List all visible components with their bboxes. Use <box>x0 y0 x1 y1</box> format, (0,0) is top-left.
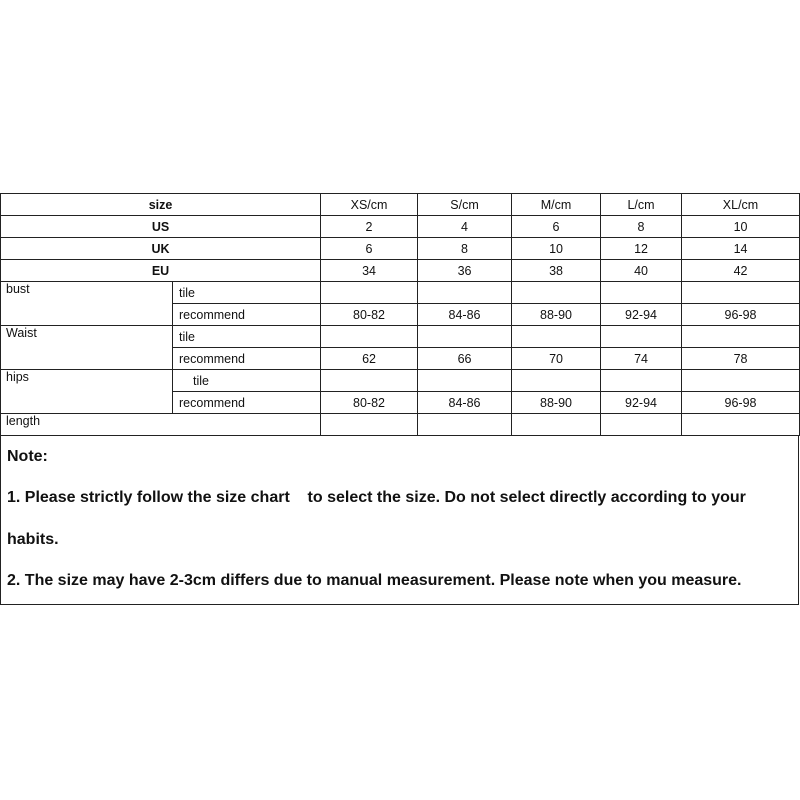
recommend-label: recommend <box>173 348 321 370</box>
col-header-m: M/cm <box>512 194 601 216</box>
table-cell: 84-86 <box>418 304 512 326</box>
table-cell <box>512 282 601 304</box>
notes-box <box>0 436 799 605</box>
table-cell <box>601 326 682 348</box>
table-cell <box>682 414 800 436</box>
table-cell <box>321 370 418 392</box>
region-row-uk <box>1 238 800 260</box>
size-chart-sheet <box>0 193 799 605</box>
measure-label-waist: Waist <box>1 326 173 370</box>
table-cell: 12 <box>601 238 682 260</box>
recommend-label: recommend <box>173 392 321 414</box>
table-cell: 92-94 <box>601 304 682 326</box>
table-cell: 6 <box>512 216 601 238</box>
notes-title: Note: <box>7 448 48 465</box>
region-row-us <box>1 216 800 238</box>
table-cell: 80-82 <box>321 304 418 326</box>
table-cell <box>512 370 601 392</box>
length-row <box>1 414 800 436</box>
waist-tile-row <box>1 326 800 348</box>
table-cell: 42 <box>682 260 800 282</box>
table-cell: 40 <box>601 260 682 282</box>
table-cell <box>321 282 418 304</box>
table-cell: 96-98 <box>682 304 800 326</box>
hips-tile-row <box>1 370 800 392</box>
bust-tile-row <box>1 282 800 304</box>
table-cell: 88-90 <box>512 392 601 414</box>
tile-label: tile <box>173 282 321 304</box>
table-cell: 4 <box>418 216 512 238</box>
table-cell <box>418 414 512 436</box>
table-cell <box>321 414 418 436</box>
table-cell: 8 <box>418 238 512 260</box>
col-header-l: L/cm <box>601 194 682 216</box>
region-row-eu <box>1 260 800 282</box>
table-cell: 8 <box>601 216 682 238</box>
table-cell: 62 <box>321 348 418 370</box>
region-label: UK <box>1 238 321 260</box>
table-cell <box>601 414 682 436</box>
table-cell <box>682 370 800 392</box>
region-label: US <box>1 216 321 238</box>
table-cell <box>418 370 512 392</box>
table-cell <box>601 282 682 304</box>
tile-label: tile <box>173 370 321 392</box>
table-cell: 74 <box>601 348 682 370</box>
table-cell <box>512 326 601 348</box>
table-cell <box>682 282 800 304</box>
table-cell: 70 <box>512 348 601 370</box>
note-line-1-continued: habits. <box>7 531 59 548</box>
table-cell: 66 <box>418 348 512 370</box>
table-cell <box>418 326 512 348</box>
table-cell: 6 <box>321 238 418 260</box>
measure-label-bust: bust <box>1 282 173 326</box>
table-cell: 34 <box>321 260 418 282</box>
table-cell: 10 <box>512 238 601 260</box>
col-header-xl: XL/cm <box>682 194 800 216</box>
col-header-s: S/cm <box>418 194 512 216</box>
table-cell <box>321 326 418 348</box>
table-cell: 88-90 <box>512 304 601 326</box>
region-label: EU <box>1 260 321 282</box>
measure-label-length: length <box>1 414 321 436</box>
col-header-xs: XS/cm <box>321 194 418 216</box>
header-size-label: size <box>1 194 321 216</box>
measure-label-hips: hips <box>1 370 173 414</box>
table-cell <box>512 414 601 436</box>
table-cell <box>418 282 512 304</box>
note-line-1: 1. Please strictly follow the size chart to select the size. Do not select directly according to your <box>7 489 746 506</box>
table-cell: 2 <box>321 216 418 238</box>
table-cell: 78 <box>682 348 800 370</box>
tile-label: tile <box>173 326 321 348</box>
table-cell: 38 <box>512 260 601 282</box>
table-cell: 80-82 <box>321 392 418 414</box>
table-cell: 84-86 <box>418 392 512 414</box>
header-row <box>1 194 800 216</box>
note-line-2: 2. The size may have 2-3cm differs due to manual measurement. Please note when you measure. <box>7 572 742 589</box>
recommend-label: recommend <box>173 304 321 326</box>
table-cell: 96-98 <box>682 392 800 414</box>
table-cell <box>601 370 682 392</box>
table-cell: 92-94 <box>601 392 682 414</box>
table-cell <box>682 326 800 348</box>
size-chart-table <box>0 193 800 436</box>
table-cell: 14 <box>682 238 800 260</box>
table-cell: 10 <box>682 216 800 238</box>
table-cell: 36 <box>418 260 512 282</box>
